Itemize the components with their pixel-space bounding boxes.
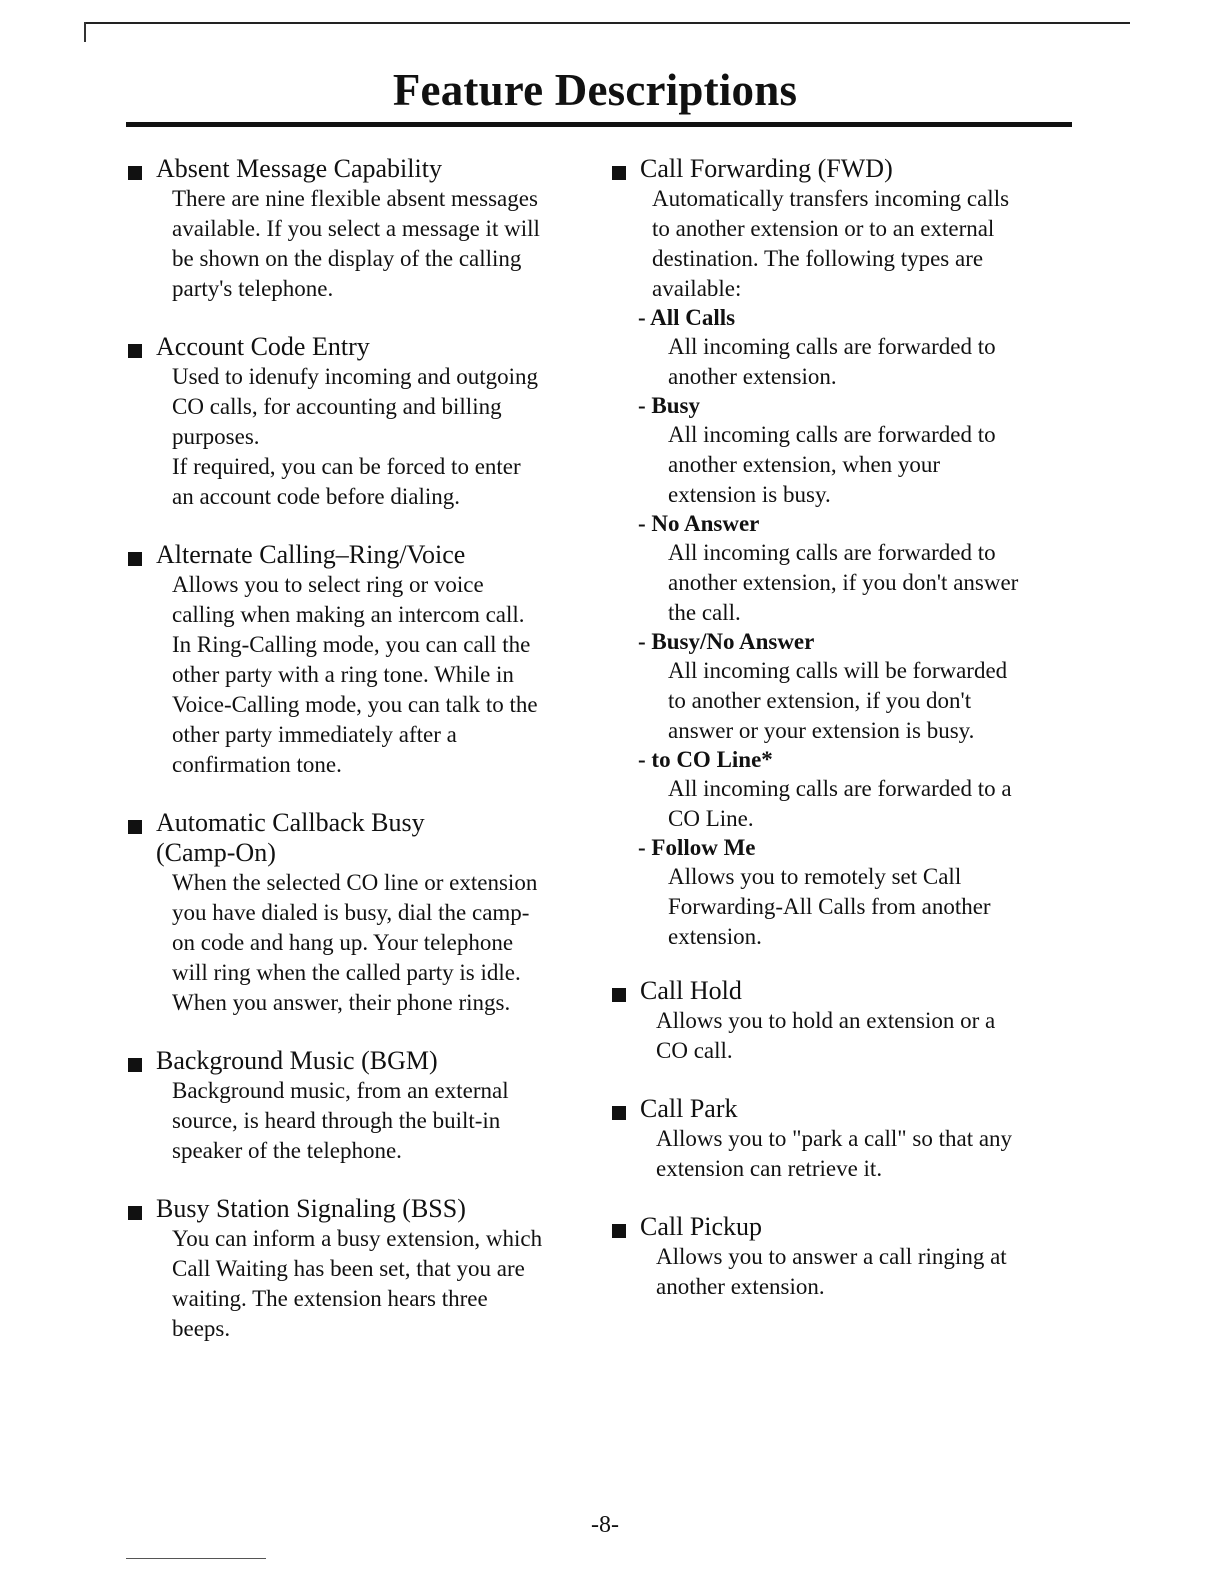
left-column xyxy=(128,154,608,1344)
forwarding-type-description: All incoming calls will be forwarded to another extension, if you don't answer or your extension is busy. xyxy=(668,658,1008,743)
feature-call-pickup xyxy=(612,1212,1072,1302)
feature-description: Used to idenufy incoming and outgoing CO calls, for accounting and billing purposes. If required, you can be forced to enter an account code before dialing. xyxy=(172,364,539,509)
forwarding-type-title: - to CO Line* xyxy=(638,747,773,772)
feature-title: Busy Station Signaling (BSS) xyxy=(156,1194,466,1223)
feature-background-music xyxy=(128,1046,608,1166)
forwarding-type-description: All incoming calls are forwarded to a CO Line. xyxy=(668,776,1012,831)
bullet-icon xyxy=(128,166,142,180)
feature-description: Background music, from an external source, is heard through the built-in speaker of the telephone. xyxy=(172,1078,509,1163)
bullet-icon xyxy=(128,820,142,834)
feature-title: Absent Message Capability xyxy=(156,154,442,183)
feature-description: Allows you to answer a call ringing at another extension. xyxy=(656,1244,1007,1299)
right-column xyxy=(612,154,1072,1302)
forwarding-type-title: - No Answer xyxy=(638,511,760,536)
page-number: -8- xyxy=(591,1512,619,1538)
forwarding-type-title: - Busy xyxy=(638,393,700,418)
feature-title: Background Music (BGM) xyxy=(156,1046,438,1075)
feature-title: Call Hold xyxy=(640,976,742,1005)
feature-alternate-calling xyxy=(128,540,608,780)
feature-title: Alternate Calling–Ring/Voice xyxy=(156,540,466,569)
forwarding-type-title: - Follow Me xyxy=(638,835,756,860)
bullet-icon xyxy=(128,344,142,358)
forwarding-type-description: Allows you to remotely set Call Forwarding-All Calls from another extension. xyxy=(668,864,991,949)
feature-title: Account Code Entry xyxy=(156,332,370,361)
bullet-icon xyxy=(128,1058,142,1072)
forwarding-type-description: All incoming calls are forwarded to another extension. xyxy=(668,334,996,389)
feature-description: There are nine flexible absent messages available. If you select a message it will be shown on the display of the calling party's telephone. xyxy=(172,186,540,301)
feature-title: Call Park xyxy=(640,1094,738,1123)
feature-description: Allows you to hold an extension or a CO call. xyxy=(656,1008,996,1063)
feature-description: Automatically transfers incoming calls to another extension or to an external destination. The following types are available: xyxy=(652,186,1010,301)
feature-call-hold xyxy=(612,976,1072,1066)
feature-description: You can inform a busy extension, which Call Waiting has been set, that you are waiting. The extension hears three beeps. xyxy=(172,1226,543,1341)
feature-call-forwarding xyxy=(612,154,1072,952)
title-underline xyxy=(126,122,1072,127)
forwarding-type-to-co-line xyxy=(638,746,1072,834)
feature-title: Call Forwarding (FWD) xyxy=(640,154,893,183)
footer-rule xyxy=(126,1558,266,1559)
feature-account-code-entry xyxy=(128,332,608,512)
top-border-rule xyxy=(84,22,1130,24)
bullet-icon xyxy=(128,552,142,566)
forwarding-type-no-answer xyxy=(638,510,1072,628)
feature-description: Allows you to "park a call" so that any extension can retrieve it. xyxy=(656,1126,1013,1181)
forwarding-type-busy xyxy=(638,392,1072,510)
forwarding-type-busy-no-answer xyxy=(638,628,1072,746)
feature-title: Automatic Callback Busy (Camp-On) xyxy=(156,808,425,867)
forwarding-type-description: All incoming calls are forwarded to another extension, when your extension is busy. xyxy=(668,422,996,507)
feature-title: Call Pickup xyxy=(640,1212,763,1241)
forwarding-type-title: - All Calls xyxy=(638,305,736,330)
feature-description: When the selected CO line or extension you have dialed is busy, dial the camp- on code and hang up. Your telephone will ring when the called party is idle. When you answer, their phone rings. xyxy=(172,870,538,1015)
bullet-icon xyxy=(612,988,626,1002)
feature-busy-station-signaling xyxy=(128,1194,608,1344)
forwarding-type-all-calls xyxy=(638,304,1072,392)
forwarding-type-follow-me xyxy=(638,834,1072,952)
feature-absent-message xyxy=(128,154,608,304)
forwarding-type-title: - Busy/No Answer xyxy=(638,629,815,654)
bullet-icon xyxy=(612,1106,626,1120)
forwarding-type-description: All incoming calls are forwarded to another extension, if you don't answer the call. xyxy=(668,540,1019,625)
page-title: Feature Descriptions xyxy=(392,65,798,115)
feature-automatic-callback-busy xyxy=(128,808,608,1018)
top-border-tick xyxy=(84,22,86,42)
bullet-icon xyxy=(128,1206,142,1220)
bullet-icon xyxy=(612,166,626,180)
bullet-icon xyxy=(612,1224,626,1238)
feature-call-park xyxy=(612,1094,1072,1184)
feature-description: Allows you to select ring or voice calling when making an intercom call. In Ring-Calling mode, you can call the other party with a ring tone. While in Voice-Calling mode, you can talk to the other party immediately after a confirmation tone. xyxy=(172,572,538,777)
